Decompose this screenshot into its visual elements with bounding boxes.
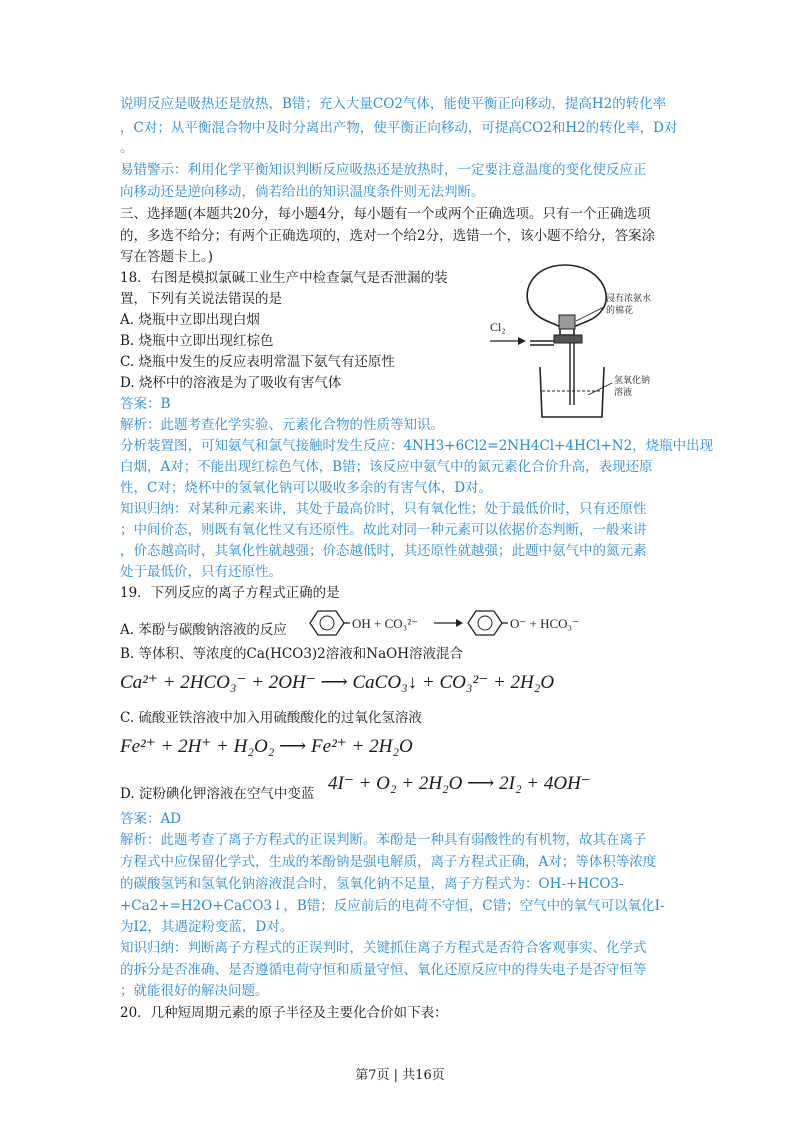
answer: 答案：AD	[120, 811, 182, 827]
svg-text:OH + CO₃²⁻: OH + CO₃²⁻	[352, 616, 418, 631]
question-20: 20．几种短周期元素的原子半径及主要化合价如下表：	[120, 1005, 448, 1021]
analysis: 解析：此题考查了离子方程式的正误判断。苯酚是一种具有弱酸性的有机物，故其在离子	[120, 832, 647, 848]
option-c: C. 硫酸亚铁溶液中加入用硫酸酸化的过氧化氢溶液	[120, 710, 422, 726]
stopper	[554, 335, 582, 343]
page-footer: 第7页 | 共16页	[355, 1068, 445, 1083]
text-line: 知识归纳：判断离子方程式的正误判时，关键抓住离子方程式是否符合客观事实、化学式	[120, 940, 647, 956]
text-line: 方程式中应保留化学式，生成的苯酚钠是强电解质，离子方程式正确，A对；等体积等浓度	[120, 854, 657, 870]
text-line: 的碳酸氢钙和氢氧化钠溶液混合时，氢氧化钠不足量，离子方程式为：OH-+HCO3-	[120, 876, 624, 892]
benzene-ring-icon	[310, 611, 344, 635]
apparatus-figure	[470, 255, 670, 425]
text-line: ，价态越高时，其氧化性就越强；价态越低时，其还原性就越强；此题中氨气中的氮元素	[120, 543, 647, 559]
text-line: 向移动还是逆向移动，倘若给出的知识温度条件则无法判断。	[120, 184, 485, 200]
text-line: 分析装置图，可知氨气和氯气接触时发生反应：4NH3+6Cl2=2NH4Cl+4HCl+N2，烧瓶中出现	[120, 438, 714, 454]
text-line: 性，C对；烧杯中的氢氧化钠可以吸收多余的有害气体，D对。	[120, 480, 493, 496]
text-line: ，C对；从平衡混合物中及时分离出产物，使平衡正向移动，可提高CO2和H2的转化率，D对	[120, 120, 678, 136]
text-line: 的，多选不给分；有两个正确选项的，选对一个给2分，选错一个，该小题不给分，答案涂	[120, 228, 656, 244]
svg-text:O⁻ + HCO₃⁻: O⁻ + HCO₃⁻	[510, 616, 579, 631]
question-18: 18．右图是模拟氯碱工业生产中检查氯气是否泄漏的装	[120, 270, 448, 286]
question-19: 19．下列反应的离子方程式正确的是	[120, 585, 340, 601]
text-line: ；中间价态，则既有氧化性又有还原性。故此对同一种元素可以依据价态判断，一般来讲	[120, 522, 647, 538]
option-d: D. 淀粉碘化钾溶液在空气中变蓝	[120, 786, 315, 802]
answer: 答案：B	[120, 396, 171, 412]
option-b: B. 等体积、等浓度的Ca(HCO3)2溶液和NaOH溶液混合	[120, 646, 463, 662]
text-line: +Ca2+=H2O+CaCO3↓，B错；反应前后的电荷不守恒，C错；空气中的氧气可以氧化I-	[120, 898, 665, 914]
section-heading: 三、选择题(本题共20分，每小题4分，每小题有一个或两个正确选项。只有一个正确选项	[120, 206, 651, 222]
option-b: B. 烧瓶中立即出现红棕色	[120, 333, 274, 349]
option-a: A. 苯酚与碳酸钠溶液的反应	[120, 622, 287, 638]
text-line: 置，下列有关说法错误的是	[120, 291, 282, 307]
equation-a	[300, 605, 590, 641]
cotton	[559, 315, 575, 329]
naoh-label: 氢氧化钠	[614, 376, 651, 386]
equation-b: Ca²⁺ + 2HCO₃⁻ + 2OH⁻ ⟶ CaCO₃↓ + CO₃²⁻ + 2H₂O	[120, 672, 555, 693]
text-line: 说明反应是吸热还是放热，B错；充入大量CO2气体，能使平衡正向移动，提高H2的转化率	[120, 96, 667, 112]
naoh-label: 溶液	[614, 388, 633, 398]
text-line: 写在答题卡上。)	[120, 249, 214, 265]
option-c: C. 烧瓶中发生的反应表明常温下氨气有还原性	[120, 354, 395, 370]
text-line: 易错警示：利用化学平衡知识判断反应吸热还是放热时，一定要注意温度的变化使反应正	[120, 162, 647, 178]
text-line: 。	[120, 140, 134, 156]
equation-c: Fe²⁺ + 2H⁺ + H₂O₂ ⟶ Fe²⁺ + 2H₂O	[120, 736, 413, 757]
text-line: 的拆分是否准确、是否遵循电荷守恒和质量守恒、氧化还原反应中的得失电子是否守恒等	[120, 962, 647, 978]
cl2-label: Cl₂	[490, 320, 506, 334]
option-a: A. 烧瓶中立即出现白烟	[120, 312, 260, 328]
text-line: 知识归纳：对某种元素来讲，其处于最高价时，只有氧化性；处于最低价时，只有还原性	[120, 501, 647, 517]
cotton-label: 浸有浓氨水	[606, 294, 652, 304]
benzene-ring-icon	[468, 611, 502, 635]
cotton-label: 的棉花	[606, 306, 634, 316]
equation-d: 4I⁻ + O₂ + 2H₂O ⟶ 2I₂ + 4OH⁻	[328, 773, 591, 794]
text-line: 为I2，其遇淀粉变蓝，D对。	[120, 919, 294, 935]
text-line: 处于最低价，只有还原性。	[120, 564, 282, 580]
option-d: D. 烧杯中的溶液是为了吸收有害气体	[120, 375, 342, 391]
text-line: 白烟，A对；不能出现红棕色气体，B错；该反应中氨气中的氮元素化合价升高，表现还原	[120, 459, 653, 475]
text-line: ；就能很好的解决问题。	[120, 983, 269, 999]
analysis: 解析：此题考查化学实验、元素化合物的性质等知识。	[120, 417, 444, 433]
